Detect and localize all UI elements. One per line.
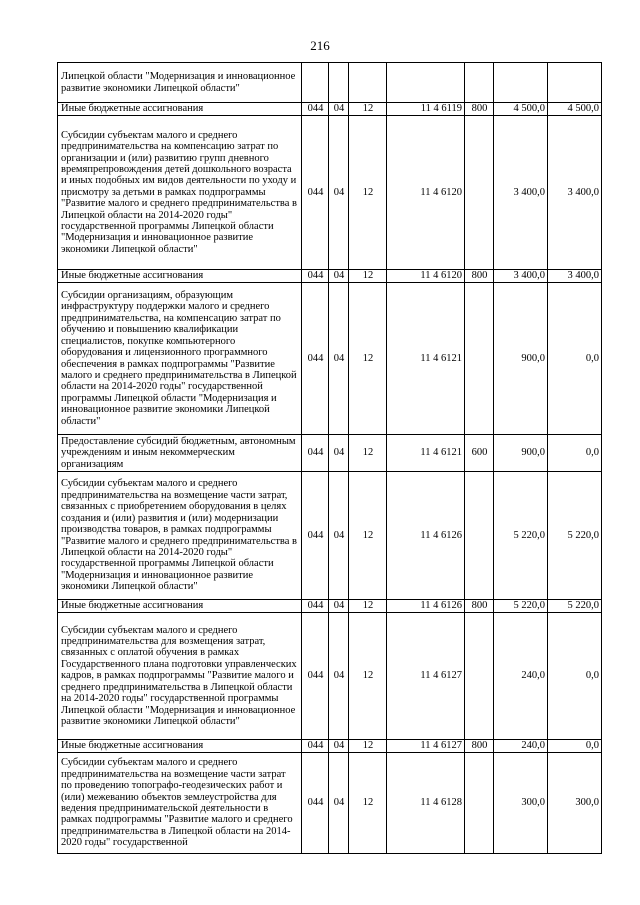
section-cell: 04 bbox=[329, 435, 349, 472]
subsection-cell: 12 bbox=[349, 600, 387, 613]
target-article-cell: 11 4 6121 bbox=[387, 283, 465, 435]
target-article-cell: 11 4 6121 bbox=[387, 435, 465, 472]
ministry-code-cell: 044 bbox=[302, 613, 329, 740]
subsection-cell: 12 bbox=[349, 740, 387, 753]
expense-type-cell: 800 bbox=[465, 103, 494, 116]
subsection-cell: 12 bbox=[349, 270, 387, 283]
expense-type-cell bbox=[465, 613, 494, 740]
item-name-cell: Иные бюджетные ассигнования bbox=[58, 270, 302, 283]
section-cell: 04 bbox=[329, 116, 349, 270]
amount-first-year-cell: 5 220,0 bbox=[494, 600, 548, 613]
table-row bbox=[58, 472, 602, 600]
amount-second-year-cell: 5 220,0 bbox=[548, 600, 602, 613]
amount-first-year-cell bbox=[494, 63, 548, 103]
budget-table bbox=[57, 62, 602, 854]
ministry-code-cell: 044 bbox=[302, 435, 329, 472]
target-article-cell: 11 4 6127 bbox=[387, 613, 465, 740]
subsection-cell: 12 bbox=[349, 116, 387, 270]
section-cell: 04 bbox=[329, 103, 349, 116]
section-cell: 04 bbox=[329, 600, 349, 613]
ministry-code-cell: 044 bbox=[302, 753, 329, 854]
ministry-code-cell: 044 bbox=[302, 740, 329, 753]
subsection-cell: 12 bbox=[349, 103, 387, 116]
table-row bbox=[58, 116, 602, 270]
table-row bbox=[58, 740, 602, 753]
section-cell: 04 bbox=[329, 472, 349, 600]
ministry-code-cell: 044 bbox=[302, 283, 329, 435]
amount-second-year-cell: 0,0 bbox=[548, 435, 602, 472]
amount-first-year-cell: 3 400,0 bbox=[494, 270, 548, 283]
table-row bbox=[58, 283, 602, 435]
amount-second-year-cell: 0,0 bbox=[548, 613, 602, 740]
expense-type-cell bbox=[465, 63, 494, 103]
expense-type-cell bbox=[465, 116, 494, 270]
subsection-cell: 12 bbox=[349, 435, 387, 472]
target-article-cell: 11 4 6120 bbox=[387, 116, 465, 270]
amount-first-year-cell: 300,0 bbox=[494, 753, 548, 854]
expense-type-cell bbox=[465, 753, 494, 854]
section-cell: 04 bbox=[329, 283, 349, 435]
subsection-cell: 12 bbox=[349, 613, 387, 740]
expense-type-cell bbox=[465, 472, 494, 600]
expense-type-cell: 600 bbox=[465, 435, 494, 472]
item-name-cell: Субсидии субъектам малого и среднего предпринимательства для возмещения затрат, связанных с оплатой обучения в рамках Государственного плана подготовки управленческих кадров, в рамках подпрограммы "Развитие малого и среднего предпринимательства в Липецкой области на 2014-2020 годы" государственной программы Липецкой области "Модернизация и инновационное развитие экономики Липецкой области" bbox=[58, 613, 302, 740]
amount-first-year-cell: 5 220,0 bbox=[494, 472, 548, 600]
target-article-cell: 11 4 6119 bbox=[387, 103, 465, 116]
amount-first-year-cell: 240,0 bbox=[494, 740, 548, 753]
item-name-cell: Иные бюджетные ассигнования bbox=[58, 740, 302, 753]
amount-second-year-cell: 3 400,0 bbox=[548, 270, 602, 283]
amount-second-year-cell: 0,0 bbox=[548, 740, 602, 753]
section-cell: 04 bbox=[329, 613, 349, 740]
target-article-cell: 11 4 6120 bbox=[387, 270, 465, 283]
amount-first-year-cell: 4 500,0 bbox=[494, 103, 548, 116]
target-article-cell: 11 4 6126 bbox=[387, 472, 465, 600]
page-number: 216 bbox=[310, 38, 330, 53]
section-cell bbox=[329, 63, 349, 103]
amount-second-year-cell: 3 400,0 bbox=[548, 116, 602, 270]
ministry-code-cell: 044 bbox=[302, 116, 329, 270]
ministry-code-cell: 044 bbox=[302, 103, 329, 116]
table-row bbox=[58, 63, 602, 103]
item-name-cell: Липецкой области "Модернизация и инновационное развитие экономики Липецкой области" bbox=[58, 63, 302, 103]
table-row bbox=[58, 103, 602, 116]
amount-second-year-cell: 4 500,0 bbox=[548, 103, 602, 116]
amount-second-year-cell: 5 220,0 bbox=[548, 472, 602, 600]
amount-first-year-cell: 3 400,0 bbox=[494, 116, 548, 270]
item-name-cell: Субсидии субъектам малого и среднего предпринимательства на компенсацию затрат по организации и (или) развитию групп дневного времяпрепровождения детей дошкольного возраста и иных подобных им видов деятельности по уходу и присмотру за детьми в рамках подпрограммы "Развитие малого и среднего предпринимательства в Липецкой области на 2014-2020 годы" государственной программы Липецкой области "Модернизация и инновационное развитие экономики Липецкой области" bbox=[58, 116, 302, 270]
target-article-cell bbox=[387, 63, 465, 103]
subsection-cell bbox=[349, 63, 387, 103]
section-cell: 04 bbox=[329, 270, 349, 283]
ministry-code-cell: 044 bbox=[302, 270, 329, 283]
amount-second-year-cell: 300,0 bbox=[548, 753, 602, 854]
expense-type-cell bbox=[465, 283, 494, 435]
subsection-cell: 12 bbox=[349, 283, 387, 435]
expense-type-cell: 800 bbox=[465, 600, 494, 613]
item-name-cell: Предоставление субсидий бюджетным, автономным учреждениям и иным некоммерческим организациям bbox=[58, 435, 302, 472]
amount-second-year-cell bbox=[548, 63, 602, 103]
table-row bbox=[58, 753, 602, 854]
table-row bbox=[58, 270, 602, 283]
expense-type-cell: 800 bbox=[465, 270, 494, 283]
amount-first-year-cell: 900,0 bbox=[494, 435, 548, 472]
target-article-cell: 11 4 6127 bbox=[387, 740, 465, 753]
subsection-cell: 12 bbox=[349, 753, 387, 854]
subsection-cell: 12 bbox=[349, 472, 387, 600]
table-row bbox=[58, 600, 602, 613]
ministry-code-cell: 044 bbox=[302, 472, 329, 600]
amount-first-year-cell: 900,0 bbox=[494, 283, 548, 435]
table-row bbox=[58, 613, 602, 740]
target-article-cell: 11 4 6126 bbox=[387, 600, 465, 613]
ministry-code-cell: 044 bbox=[302, 600, 329, 613]
ministry-code-cell bbox=[302, 63, 329, 103]
section-cell: 04 bbox=[329, 753, 349, 854]
amount-first-year-cell: 240,0 bbox=[494, 613, 548, 740]
table-body bbox=[58, 63, 602, 854]
item-name-cell: Субсидии субъектам малого и среднего предпринимательства на возмещение части затрат, связанных с приобретением оборудования в целях создания и (или) развития и (или) модернизации производства товаров, в рамках подпрограммы "Развитие малого и среднего предпринимательства в Липецкой области на 2014-2020 годы" государственной программы Липецкой области "Модернизация и инновационное развитие экономики Липецкой области" bbox=[58, 472, 302, 600]
item-name-cell: Иные бюджетные ассигнования bbox=[58, 600, 302, 613]
item-name-cell: Субсидии организациям, образующим инфраструктуру поддержки малого и среднего предпринимательства, на компенсацию затрат по обучению и повышению квалификации специалистов, покупке компьютерного оборудования и лицензионного программного обеспечения в рамках подпрограммы "Развитие малого и среднего предпринимательства в Липецкой области на 2014-2020 годы" государственной программы Липецкой области "Модернизация и инновационное развитие экономики Липецкой области" bbox=[58, 283, 302, 435]
item-name-cell: Субсидии субъектам малого и среднего предпринимательства на возмещение части затрат по проведению топографо-геодезических работ и (или) межеванию объектов землеустройства для ведения предпринимательской деятельности в рамках подпрограммы "Развитие малого и среднего предпринимательства в Липецкой области на 2014-2020 годы" государственной bbox=[58, 753, 302, 854]
table-row bbox=[58, 435, 602, 472]
item-name-cell: Иные бюджетные ассигнования bbox=[58, 103, 302, 116]
expense-type-cell: 800 bbox=[465, 740, 494, 753]
section-cell: 04 bbox=[329, 740, 349, 753]
target-article-cell: 11 4 6128 bbox=[387, 753, 465, 854]
amount-second-year-cell: 0,0 bbox=[548, 283, 602, 435]
